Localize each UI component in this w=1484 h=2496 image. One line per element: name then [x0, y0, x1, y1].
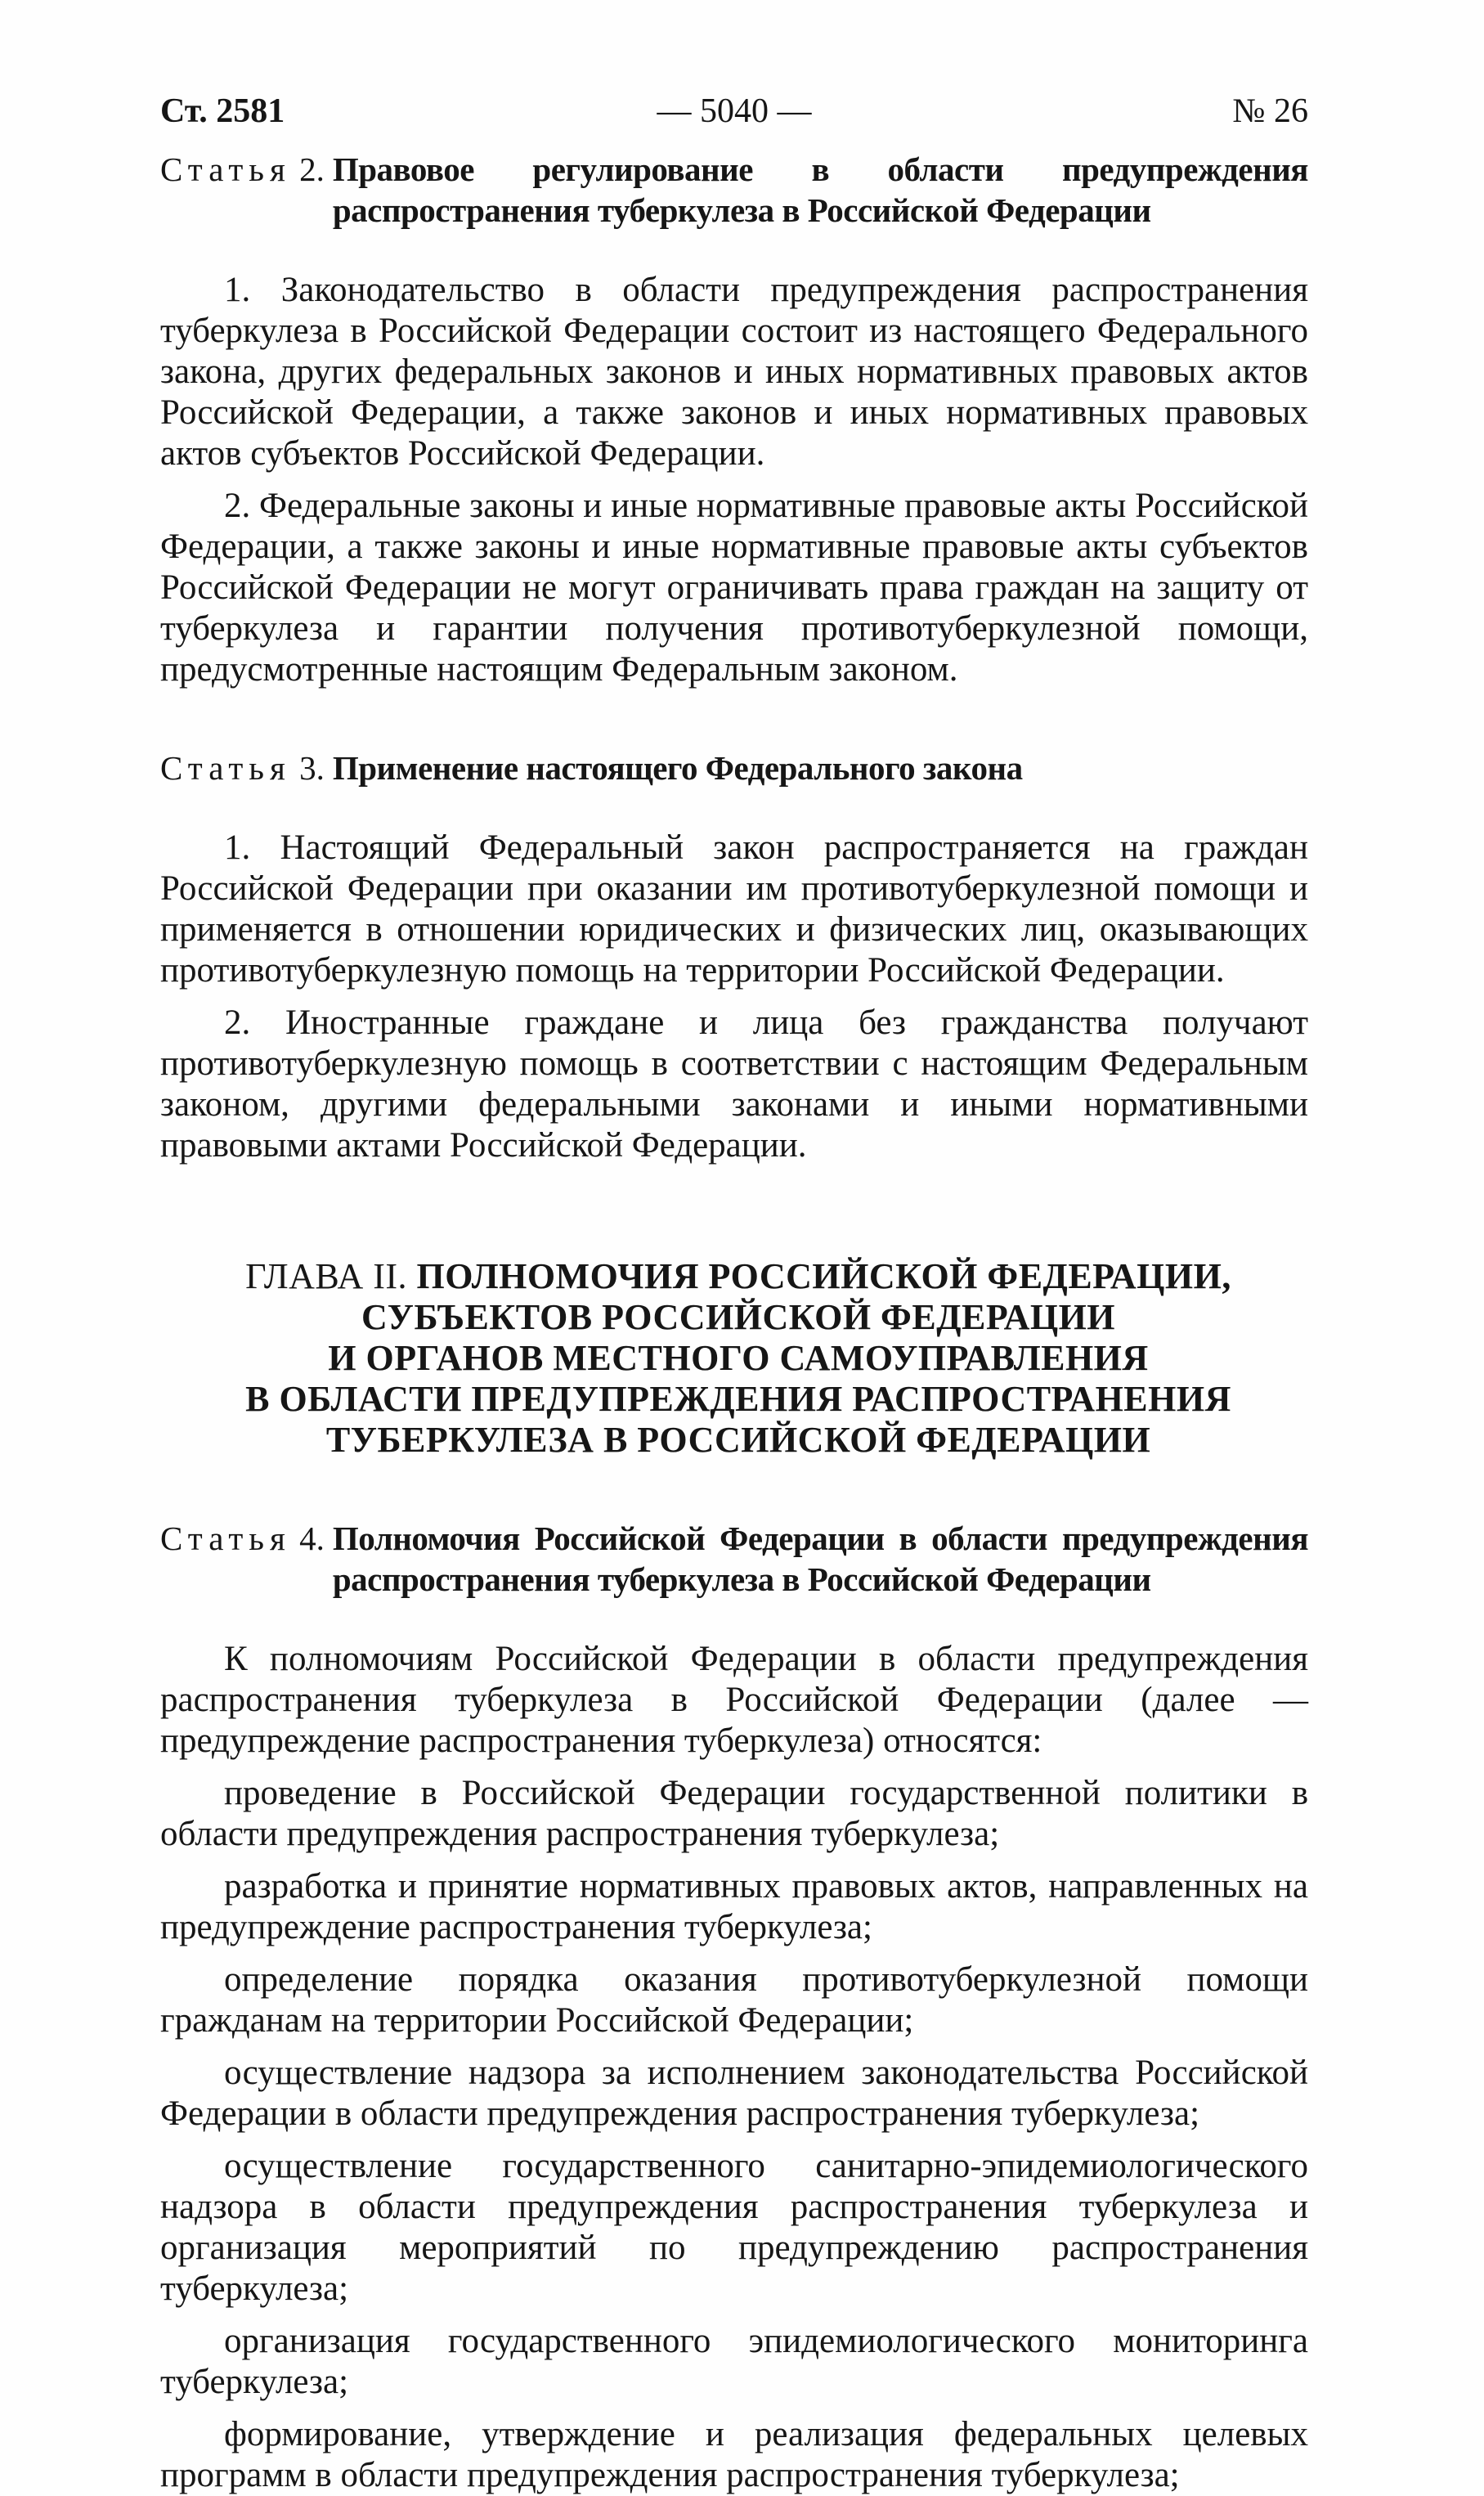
- article-num-value: 2.: [299, 150, 325, 188]
- chapter-prefix: ГЛАВА II.: [245, 1256, 408, 1296]
- paragraph: 1. Настоящий Федеральный закон распространяется на граждан Российской Федерации при оказании им противотуберкулезной помощи и применяется в отношении юридических и физических лиц, оказывающих противотуберкулезную помощь на территории Российской Федерации.: [160, 828, 1308, 990]
- list-item: определение порядка оказания противотуберкулезной помощи гражданам на территории Российской Федерации;: [160, 1960, 1308, 2040]
- list-item: проведение в Российской Федерации государственной политики в области предупреждения распространения туберкулеза;: [160, 1774, 1308, 1853]
- chapter-line: [168, 1256, 1308, 1297]
- chapter-line: В ОБЛАСТИ ПРЕДУПРЕЖДЕНИЯ РАСПРОСТРАНЕНИЯ: [245, 1379, 1231, 1419]
- chapter-line-text: ПОЛНОМОЧИЯ РОССИЙСКОЙ ФЕДЕРАЦИИ,: [416, 1256, 1231, 1296]
- list-item: осуществление надзора за исполнением законодательства Российской Федерации в области предупреждения распространения туберкулеза;: [160, 2054, 1308, 2133]
- article-2-heading: [160, 149, 1308, 231]
- list-item: разработка и принятие нормативных правовых актов, направленных на предупреждение распространения туберкулеза;: [160, 1867, 1308, 1946]
- page-number: — 5040 —: [657, 92, 812, 130]
- chapter-line: ТУБЕРКУЛЕЗА В РОССИЙСКОЙ ФЕДЕРАЦИИ: [325, 1420, 1151, 1460]
- article-num-value: 3.: [299, 749, 325, 787]
- article-word: Статья: [160, 749, 291, 787]
- list-item: организация государственного эпидемиологического мониторинга туберкулеза;: [160, 2322, 1308, 2401]
- article-word: Статья: [160, 1520, 291, 1557]
- article-title: Полномочия Российской Федерации в области предупреждения распространения туберкулеза в Российской Федерации: [332, 1520, 1308, 1598]
- article-word: Статья: [160, 150, 291, 188]
- running-header: [160, 92, 1308, 149]
- article-number-label: Ст. 2581: [160, 92, 285, 130]
- list-item: осуществление государственного санитарно-эпидемиологического надзора в области предупреждения распространения туберкулеза и организация мероприятий по предупреждению распространения туберкулеза;: [160, 2147, 1308, 2308]
- chapter-line: СУБЪЕКТОВ РОССИЙСКОЙ ФЕДЕРАЦИИ: [361, 1297, 1116, 1337]
- article-title: Правовое регулирование в области предупреждения распространения туберкулеза в Российской Федерации: [332, 150, 1308, 229]
- chapter-2-heading: [160, 1256, 1308, 1461]
- article-4-heading: [160, 1518, 1308, 1600]
- paragraph: 2. Иностранные граждане и лица без гражданства получают противотуберкулезную помощь в соответствии с настоящим Федеральным законом, другими федеральными законами и иными нормативными правовыми актами Российской Федерации.: [160, 1003, 1308, 1165]
- chapter-line: И ОРГАНОВ МЕСТНОГО САМОУПРАВЛЕНИЯ: [328, 1338, 1149, 1378]
- article-num: [291, 149, 325, 231]
- article-num-value: 4.: [299, 1520, 325, 1557]
- issue-number: № 26: [1232, 92, 1308, 130]
- paragraph: 1. Законодательство в области предупреждения распространения туберкулеза в Российской Федерации состоит из настоящего Федерального закона, других федеральных законов и иных нормативных правовых актов Российской Федерации, а также законов и иных нормативных правовых актов субъектов Российской Федерации.: [160, 271, 1308, 473]
- article-num: [291, 747, 325, 788]
- article-title: Применение настоящего Федерального закона: [332, 749, 1023, 787]
- article-3-heading: [160, 747, 1308, 788]
- paragraph: К полномочиям Российской Федерации в области предупреждения распространения туберкулеза в Российской Федерации (далее — предупреждение распространения туберкулеза) относятся:: [160, 1640, 1308, 1760]
- article-num: [291, 1518, 325, 1600]
- list-item: формирование, утверждение и реализация федеральных целевых программ в области предупреждения распространения туберкулеза;: [160, 2415, 1308, 2494]
- paragraph: 2. Федеральные законы и иные нормативные правовые акты Российской Федерации, а также законы и иные нормативные правовые акты субъектов Российской Федерации не могут ограничивать права граждан на защиту от туберкулеза и гарантии получения противотуберкулезной помощи, предусмотренные настоящим Федеральным законом.: [160, 487, 1308, 689]
